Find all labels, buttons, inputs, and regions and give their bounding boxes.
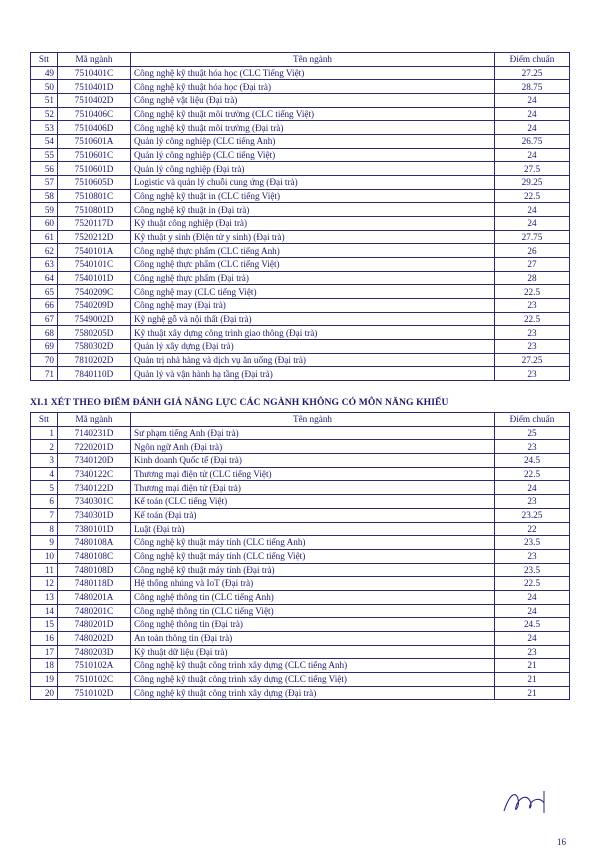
table-row bbox=[31, 522, 570, 536]
table-row bbox=[31, 645, 570, 659]
cell-benchmark-score: 24.5 bbox=[495, 454, 570, 468]
cell-major-code: 7340301D bbox=[58, 508, 131, 522]
cell-stt: 49 bbox=[31, 66, 58, 80]
cell-major-name: Công nghệ may (CLC tiếng Việt) bbox=[131, 285, 495, 299]
cell-benchmark-score: 24 bbox=[495, 148, 570, 162]
cell-stt: 5 bbox=[31, 481, 58, 495]
cell-stt: 56 bbox=[31, 162, 58, 176]
cell-benchmark-score: 24 bbox=[495, 631, 570, 645]
cell-major-name: Công nghệ kỹ thuật môi trường (Đại trà) bbox=[131, 121, 495, 135]
table-row bbox=[31, 467, 570, 481]
table-row bbox=[31, 563, 570, 577]
cell-major-code: 7480201D bbox=[58, 618, 131, 632]
section-heading: XI.1 XÉT THEO ĐIỂM ĐÁNH GIÁ NĂNG LỰC CÁC NGÀNH KHÔNG CÓ MÔN NĂNG KHIẾU bbox=[30, 397, 449, 409]
cell-major-code: 7480108A bbox=[58, 536, 131, 550]
cell-stt: 10 bbox=[31, 549, 58, 563]
cell-stt: 16 bbox=[31, 631, 58, 645]
cell-major-code: 7510601A bbox=[58, 135, 131, 149]
cell-benchmark-score: 23.5 bbox=[495, 536, 570, 550]
cell-major-code: 7540101D bbox=[58, 271, 131, 285]
cell-benchmark-score: 21 bbox=[495, 672, 570, 686]
column-header-stt: Stt bbox=[31, 413, 58, 427]
cell-benchmark-score: 22.5 bbox=[495, 577, 570, 591]
cell-benchmark-score: 24 bbox=[495, 590, 570, 604]
table-row bbox=[31, 189, 570, 203]
cell-major-code: 7540101C bbox=[58, 258, 131, 272]
table-header-row bbox=[31, 413, 570, 427]
cell-stt: 60 bbox=[31, 217, 58, 231]
cell-stt: 12 bbox=[31, 577, 58, 591]
cell-benchmark-score: 24 bbox=[495, 121, 570, 135]
cell-major-name: Công nghệ kỹ thuật môi trường (CLC tiếng Việt) bbox=[131, 107, 495, 121]
cell-stt: 55 bbox=[31, 148, 58, 162]
cell-major-name: Sư phạm tiếng Anh (Đại trà) bbox=[131, 426, 495, 440]
cell-stt: 7 bbox=[31, 508, 58, 522]
cell-stt: 61 bbox=[31, 230, 58, 244]
table-row bbox=[31, 577, 570, 591]
cell-major-name: Công nghệ may (Đại trà) bbox=[131, 299, 495, 313]
cell-benchmark-score: 25 bbox=[495, 426, 570, 440]
cell-major-name: Công nghệ kỹ thuật hóa học (Đại trà) bbox=[131, 80, 495, 94]
table-row bbox=[31, 312, 570, 326]
cell-major-name: Công nghệ thực phẩm (CLC tiếng Anh) bbox=[131, 244, 495, 258]
cell-major-name: Công nghệ kỹ thuật công trình xây dựng (Đại trà) bbox=[131, 686, 495, 700]
cell-benchmark-score: 27 bbox=[495, 258, 570, 272]
cell-major-code: 7340122D bbox=[58, 481, 131, 495]
table-row bbox=[31, 353, 570, 367]
cell-benchmark-score: 22.5 bbox=[495, 285, 570, 299]
cell-major-code: 7510102C bbox=[58, 672, 131, 686]
cell-major-name: Kế toán (CLC tiếng Việt) bbox=[131, 495, 495, 509]
cell-benchmark-score: 26.75 bbox=[495, 135, 570, 149]
table-row bbox=[31, 508, 570, 522]
admission-scores-table-bottom bbox=[30, 412, 570, 700]
table-row bbox=[31, 549, 570, 563]
cell-major-code: 7510402D bbox=[58, 94, 131, 108]
cell-major-name: Kinh doanh Quốc tế (Đại trà) bbox=[131, 454, 495, 468]
cell-benchmark-score: 22 bbox=[495, 522, 570, 536]
cell-major-code: 7510801D bbox=[58, 203, 131, 217]
cell-major-code: 7580205D bbox=[58, 326, 131, 340]
cell-major-code: 7380101D bbox=[58, 522, 131, 536]
cell-major-code: 7510102A bbox=[58, 659, 131, 673]
cell-major-code: 7540209C bbox=[58, 285, 131, 299]
cell-benchmark-score: 23.25 bbox=[495, 508, 570, 522]
cell-major-code: 7480202D bbox=[58, 631, 131, 645]
table-row bbox=[31, 618, 570, 632]
table-row bbox=[31, 230, 570, 244]
cell-stt: 15 bbox=[31, 618, 58, 632]
table-bottom-header bbox=[31, 413, 570, 427]
table-row bbox=[31, 590, 570, 604]
table-row bbox=[31, 299, 570, 313]
signature-mark-icon bbox=[500, 787, 552, 817]
table-row bbox=[31, 94, 570, 108]
cell-major-name: Luật (Đại trà) bbox=[131, 522, 495, 536]
cell-major-code: 7520212D bbox=[58, 230, 131, 244]
admission-scores-table-top bbox=[30, 52, 570, 381]
cell-benchmark-score: 24 bbox=[495, 203, 570, 217]
cell-major-name: Công nghệ kỹ thuật công trình xây dựng (CLC tiếng Việt) bbox=[131, 672, 495, 686]
table-row bbox=[31, 148, 570, 162]
cell-benchmark-score: 24 bbox=[495, 107, 570, 121]
cell-benchmark-score: 22.5 bbox=[495, 312, 570, 326]
cell-stt: 6 bbox=[31, 495, 58, 509]
table-row bbox=[31, 66, 570, 80]
cell-benchmark-score: 28.75 bbox=[495, 80, 570, 94]
cell-major-name: Công nghệ vật liệu (Đại trà) bbox=[131, 94, 495, 108]
table-row bbox=[31, 326, 570, 340]
table-row bbox=[31, 340, 570, 354]
cell-major-name: Kế toán (Đại trà) bbox=[131, 508, 495, 522]
cell-major-name: Ngôn ngữ Anh (Đại trà) bbox=[131, 440, 495, 454]
cell-major-code: 7510601D bbox=[58, 162, 131, 176]
cell-benchmark-score: 27.25 bbox=[495, 66, 570, 80]
cell-major-code: 7140231D bbox=[58, 426, 131, 440]
table-row bbox=[31, 258, 570, 272]
cell-major-code: 7520117D bbox=[58, 217, 131, 231]
cell-benchmark-score: 23 bbox=[495, 440, 570, 454]
cell-stt: 9 bbox=[31, 536, 58, 550]
cell-stt: 69 bbox=[31, 340, 58, 354]
table-row bbox=[31, 631, 570, 645]
cell-stt: 18 bbox=[31, 659, 58, 673]
table-row bbox=[31, 686, 570, 700]
cell-major-name: Quản lý công nghiệp (CLC tiếng Việt) bbox=[131, 148, 495, 162]
cell-major-name: Công nghệ kỹ thuật máy tính (Đại trà) bbox=[131, 563, 495, 577]
cell-benchmark-score: 21 bbox=[495, 686, 570, 700]
cell-major-code: 7580302D bbox=[58, 340, 131, 354]
cell-benchmark-score: 28 bbox=[495, 271, 570, 285]
cell-benchmark-score: 27.75 bbox=[495, 230, 570, 244]
table-row bbox=[31, 659, 570, 673]
cell-stt: 8 bbox=[31, 522, 58, 536]
cell-major-code: 7510406C bbox=[58, 107, 131, 121]
cell-major-name: Kỹ thuật xây dựng công trình giao thông (Đại trà) bbox=[131, 326, 495, 340]
cell-stt: 13 bbox=[31, 590, 58, 604]
cell-major-code: 7340120D bbox=[58, 454, 131, 468]
cell-stt: 58 bbox=[31, 189, 58, 203]
table-row bbox=[31, 203, 570, 217]
table-row bbox=[31, 672, 570, 686]
cell-stt: 66 bbox=[31, 299, 58, 313]
cell-benchmark-score: 24 bbox=[495, 217, 570, 231]
cell-major-name: Kỹ thuật công nghiệp (Đại trà) bbox=[131, 217, 495, 231]
cell-benchmark-score: 23 bbox=[495, 326, 570, 340]
cell-benchmark-score: 23 bbox=[495, 495, 570, 509]
cell-benchmark-score: 22.5 bbox=[495, 467, 570, 481]
column-header-major-code: Mã ngành bbox=[58, 53, 131, 67]
table-row bbox=[31, 162, 570, 176]
cell-major-name: Công nghệ thực phẩm (Đại trà) bbox=[131, 271, 495, 285]
cell-stt: 50 bbox=[31, 80, 58, 94]
cell-benchmark-score: 27.25 bbox=[495, 353, 570, 367]
cell-major-code: 7510406D bbox=[58, 121, 131, 135]
column-header-major-name: Tên ngành bbox=[131, 53, 495, 67]
cell-benchmark-score: 21 bbox=[495, 659, 570, 673]
cell-major-name: Công nghệ kỹ thuật công trình xây dựng (CLC tiếng Anh) bbox=[131, 659, 495, 673]
table-header-row bbox=[31, 53, 570, 67]
column-header-stt: Stt bbox=[31, 53, 58, 67]
column-header-major-code: Mã ngành bbox=[58, 413, 131, 427]
cell-major-code: 7340301C bbox=[58, 495, 131, 509]
cell-stt: 59 bbox=[31, 203, 58, 217]
cell-benchmark-score: 23.5 bbox=[495, 563, 570, 577]
cell-stt: 53 bbox=[31, 121, 58, 135]
cell-major-code: 7340122C bbox=[58, 467, 131, 481]
table-top-header bbox=[31, 53, 570, 67]
cell-stt: 70 bbox=[31, 353, 58, 367]
cell-stt: 20 bbox=[31, 686, 58, 700]
cell-stt: 2 bbox=[31, 440, 58, 454]
table-row bbox=[31, 481, 570, 495]
cell-major-code: 7510102D bbox=[58, 686, 131, 700]
column-header-major-name: Tên ngành bbox=[131, 413, 495, 427]
cell-stt: 52 bbox=[31, 107, 58, 121]
table-top-body bbox=[31, 66, 570, 380]
cell-stt: 63 bbox=[31, 258, 58, 272]
cell-benchmark-score: 23 bbox=[495, 299, 570, 313]
column-header-benchmark-score: Điểm chuẩn bbox=[495, 53, 570, 67]
table-row bbox=[31, 244, 570, 258]
table-row bbox=[31, 495, 570, 509]
cell-major-name: Công nghệ kỹ thuật máy tính (CLC tiếng Việt) bbox=[131, 549, 495, 563]
cell-major-code: 7510401D bbox=[58, 80, 131, 94]
cell-major-name: Công nghệ thông tin (Đại trà) bbox=[131, 618, 495, 632]
cell-stt: 4 bbox=[31, 467, 58, 481]
cell-major-code: 7510601C bbox=[58, 148, 131, 162]
cell-major-code: 7480203D bbox=[58, 645, 131, 659]
cell-major-name: Công nghệ kỹ thuật hóa học (CLC Tiếng Việt) bbox=[131, 66, 495, 80]
cell-major-code: 7549002D bbox=[58, 312, 131, 326]
table-row bbox=[31, 80, 570, 94]
table-row bbox=[31, 271, 570, 285]
cell-major-name: Kỹ thuật y sinh (Điện tử y sinh) (Đại trà) bbox=[131, 230, 495, 244]
cell-benchmark-score: 23 bbox=[495, 340, 570, 354]
cell-stt: 19 bbox=[31, 672, 58, 686]
cell-stt: 14 bbox=[31, 604, 58, 618]
cell-stt: 71 bbox=[31, 367, 58, 381]
cell-major-code: 7480201A bbox=[58, 590, 131, 604]
cell-major-code: 7510605D bbox=[58, 176, 131, 190]
table-row bbox=[31, 176, 570, 190]
column-header-benchmark-score: Điểm chuẩn bbox=[495, 413, 570, 427]
cell-stt: 65 bbox=[31, 285, 58, 299]
cell-major-name: Công nghệ thông tin (CLC tiếng Việt) bbox=[131, 604, 495, 618]
cell-benchmark-score: 22.5 bbox=[495, 189, 570, 203]
table-bottom-body bbox=[31, 426, 570, 699]
cell-major-code: 7840110D bbox=[58, 367, 131, 381]
table-row bbox=[31, 426, 570, 440]
cell-major-name: Kỹ nghệ gỗ và nội thất (Đại trà) bbox=[131, 312, 495, 326]
table-row bbox=[31, 107, 570, 121]
cell-major-name: Công nghệ kỹ thuật máy tính (CLC tiếng Anh) bbox=[131, 536, 495, 550]
cell-stt: 17 bbox=[31, 645, 58, 659]
cell-major-name: Thương mại điện tử (Đại trà) bbox=[131, 481, 495, 495]
cell-major-code: 7510401C bbox=[58, 66, 131, 80]
cell-major-code: 7480201C bbox=[58, 604, 131, 618]
cell-stt: 3 bbox=[31, 454, 58, 468]
cell-stt: 68 bbox=[31, 326, 58, 340]
cell-benchmark-score: 29.25 bbox=[495, 176, 570, 190]
cell-stt: 51 bbox=[31, 94, 58, 108]
table-row bbox=[31, 536, 570, 550]
cell-major-name: An toàn thông tin (Đại trà) bbox=[131, 631, 495, 645]
table-row bbox=[31, 604, 570, 618]
cell-major-name: Quản lý công nghiệp (Đại trà) bbox=[131, 162, 495, 176]
cell-stt: 67 bbox=[31, 312, 58, 326]
table-row bbox=[31, 121, 570, 135]
cell-major-code: 7480118D bbox=[58, 577, 131, 591]
cell-major-code: 7480108D bbox=[58, 563, 131, 577]
cell-major-code: 7540101A bbox=[58, 244, 131, 258]
cell-benchmark-score: 23 bbox=[495, 645, 570, 659]
cell-benchmark-score: 23 bbox=[495, 549, 570, 563]
table-row bbox=[31, 454, 570, 468]
cell-major-code: 7220201D bbox=[58, 440, 131, 454]
cell-stt: 54 bbox=[31, 135, 58, 149]
cell-major-name: Quản lý công nghiệp (CLC tiếng Anh) bbox=[131, 135, 495, 149]
cell-major-name: Công nghệ kỹ thuật in (Đại trà) bbox=[131, 203, 495, 217]
cell-stt: 1 bbox=[31, 426, 58, 440]
cell-benchmark-score: 24.5 bbox=[495, 618, 570, 632]
cell-benchmark-score: 26 bbox=[495, 244, 570, 258]
cell-major-name: Công nghệ thực phẩm (CLC tiếng Việt) bbox=[131, 258, 495, 272]
cell-major-name: Quản trị nhà hàng và dịch vụ ăn uống (Đại trà) bbox=[131, 353, 495, 367]
cell-major-name: Quản lý xây dựng (Đại trà) bbox=[131, 340, 495, 354]
cell-major-name: Công nghệ thông tin (CLC tiếng Anh) bbox=[131, 590, 495, 604]
cell-major-name: Quản lý và vận hành hạ tầng (Đại trà) bbox=[131, 367, 495, 381]
cell-major-name: Kỹ thuật dữ liệu (Đại trà) bbox=[131, 645, 495, 659]
cell-major-code: 7480108C bbox=[58, 549, 131, 563]
cell-benchmark-score: 27.5 bbox=[495, 162, 570, 176]
cell-major-name: Công nghệ kỹ thuật in (CLC tiếng Việt) bbox=[131, 189, 495, 203]
cell-benchmark-score: 23 bbox=[495, 367, 570, 381]
cell-major-code: 7540209D bbox=[58, 299, 131, 313]
cell-benchmark-score: 24 bbox=[495, 94, 570, 108]
cell-major-name: Hệ thống nhúng và IoT (Đại trà) bbox=[131, 577, 495, 591]
cell-stt: 57 bbox=[31, 176, 58, 190]
table-row bbox=[31, 135, 570, 149]
cell-benchmark-score: 24 bbox=[495, 481, 570, 495]
cell-major-name: Thương mại điện tử (CLC tiếng Việt) bbox=[131, 467, 495, 481]
cell-major-code: 7510801C bbox=[58, 189, 131, 203]
page-number: 16 bbox=[557, 837, 566, 847]
cell-stt: 62 bbox=[31, 244, 58, 258]
table-row bbox=[31, 217, 570, 231]
cell-major-name: Logistic và quản lý chuỗi cung ứng (Đại trà) bbox=[131, 176, 495, 190]
cell-major-code: 7810202D bbox=[58, 353, 131, 367]
table-row bbox=[31, 367, 570, 381]
cell-benchmark-score: 24 bbox=[495, 604, 570, 618]
table-row bbox=[31, 285, 570, 299]
cell-stt: 64 bbox=[31, 271, 58, 285]
table-row bbox=[31, 440, 570, 454]
cell-stt: 11 bbox=[31, 563, 58, 577]
